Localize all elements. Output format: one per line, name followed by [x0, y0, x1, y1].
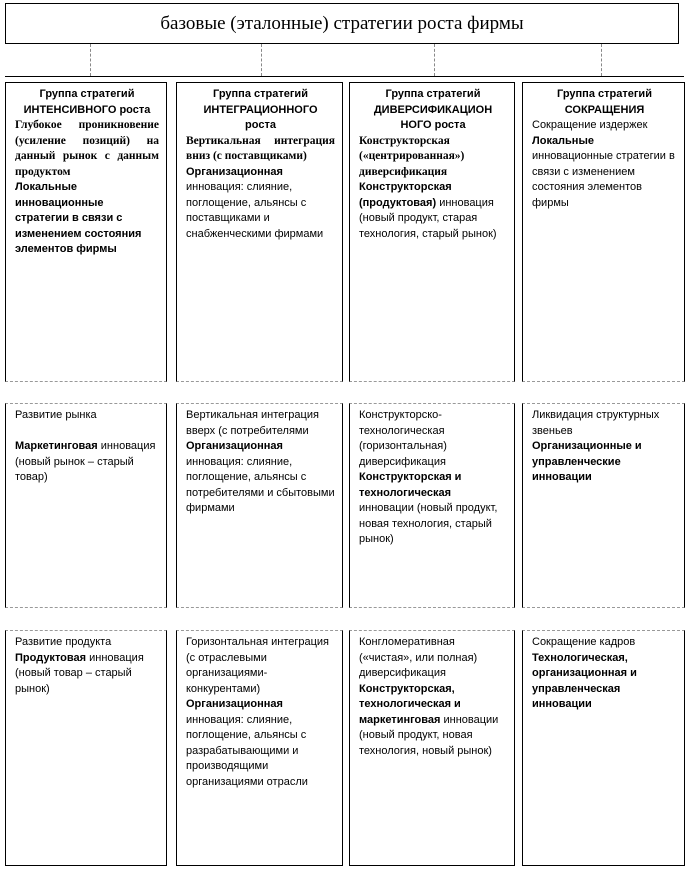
- strategy-text: [359, 635, 507, 682]
- strategy-text: [15, 651, 159, 698]
- strategy-phrase: Вертикальная интеграция вверх (с потребителями: [186, 409, 319, 437]
- strategy-text: [186, 439, 335, 517]
- innovation-description: инновация (новый продукт, старая технология, старый рынок): [359, 196, 497, 240]
- group-header-line: Группа стратегий: [385, 88, 481, 100]
- group-header-line: роста: [245, 119, 276, 131]
- connector-line: [434, 44, 435, 76]
- cell-diversification-1: [349, 82, 515, 382]
- connector-line: [261, 44, 262, 76]
- strategy-phrase: Конгломеративная («чистая», или полная) диверсификация: [359, 636, 478, 679]
- strategy-text: [359, 408, 507, 470]
- group-header-line: ИНТЕНСИВНОГО роста: [23, 103, 151, 116]
- strategy-text: [15, 439, 159, 486]
- group-header-line: Группа стратегий: [39, 88, 135, 100]
- connector-line: [601, 44, 602, 76]
- group-header-line: СОКРАЩЕНИЯ: [564, 103, 645, 116]
- strategy-phrase: Развитие рынка: [15, 409, 97, 421]
- strategy-text: [15, 635, 159, 651]
- strategy-phrase: Горизонтальная интеграция (с отраслевыми организациями-конкурентами): [186, 636, 329, 695]
- strategy-text: [186, 165, 335, 243]
- strategy-text: [15, 180, 159, 258]
- strategy-phrase: Конструкторско-технологическая (горизонтальная) диверсификация: [359, 409, 447, 468]
- horizontal-connector: [5, 76, 684, 77]
- strategy-text: [359, 180, 507, 242]
- strategy-text: [532, 651, 677, 713]
- strategy-phrase: Технологическая, организационная и управленческая инновации: [532, 651, 637, 710]
- strategy-text: [532, 439, 677, 486]
- strategy-phrase: Конструкторская, технологическая и маркетинговая: [359, 682, 461, 726]
- strategy-text: [186, 134, 335, 165]
- strategy-text: [186, 697, 335, 790]
- strategy-text: [532, 408, 677, 439]
- strategy-phrase: Конструкторская и технологическая: [359, 471, 462, 499]
- strategy-phrase: Сокращение кадров: [532, 636, 636, 648]
- strategy-text: [15, 408, 159, 424]
- cell-intensive-1: [5, 82, 167, 382]
- innovation-description: инновации (новый продукт, новая технология, старый рынок): [359, 502, 498, 545]
- strategy-text: [532, 118, 677, 134]
- cell-reduction-3: [522, 630, 685, 866]
- group-header-line: Группа стратегий: [213, 88, 308, 100]
- strategy-phrase: Глубокое проникновение (усиление позиций) на данный рынок с данным продуктом: [15, 119, 159, 178]
- innovation-description: инновационные стратегии в связи с изменением состояния элементов фирмы: [532, 150, 675, 209]
- strategy-text: [359, 134, 507, 181]
- strategy-phrase: Организационная: [186, 165, 283, 178]
- strategy-phrase: Организационные и управленческие инновации: [532, 440, 642, 483]
- group-header-line: НОГО роста: [400, 119, 466, 131]
- strategy-phrase: Ликвидация структурных звеньев: [532, 409, 660, 437]
- strategy-text: [15, 118, 159, 180]
- cell-intensive-3: [5, 630, 167, 866]
- strategy-phrase: Сокращение издержек: [532, 119, 648, 131]
- strategy-phrase: Продуктовая: [15, 651, 87, 664]
- strategy-phrase: Конструкторская (продуктовая): [359, 181, 452, 209]
- connector-line: [90, 44, 91, 76]
- strategy-phrase: Вертикальная интеграция вниз (с поставщиками): [186, 134, 335, 162]
- strategy-text: [359, 470, 507, 548]
- strategy-phrase: Маркетинговая: [15, 440, 98, 452]
- cell-diversification-3: [349, 630, 515, 866]
- innovation-description: инновация (новый товар – старый рынок): [15, 651, 144, 695]
- innovation-description: инновация: слияние, поглощение, альянсы с потребителями и сбытовыми фирмами: [186, 455, 335, 514]
- cell-reduction-1: [522, 82, 685, 382]
- cell-diversification-2: [349, 403, 515, 608]
- strategy-text: [532, 635, 677, 651]
- strategy-text: [359, 682, 507, 760]
- group-header-line: ДИВЕРСИФИКАЦИОН: [373, 103, 493, 116]
- diagram-title: базовые (эталонные) стратегии роста фирмы: [5, 3, 679, 44]
- cell-integration-2: [176, 403, 343, 608]
- strategy-phrase: Локальные инновационные стратегии в связи с изменением состояния элементов фирмы: [15, 181, 142, 255]
- strategy-phrase: Локальные: [532, 134, 594, 147]
- innovation-description: инновация: слияние, поглощение, альянсы с разрабатывающими и производящими организациями отрасли: [186, 713, 308, 788]
- innovation-description: инновации (новый продукт, новая технология, новый рынок): [359, 713, 499, 757]
- innovation-description: инновация (новый рынок – старый товар): [15, 440, 156, 483]
- strategy-phrase: Организационная: [186, 440, 283, 452]
- strategy-phrase: Развитие продукта: [15, 636, 112, 648]
- cell-reduction-2: [522, 403, 685, 608]
- cell-intensive-2: [5, 403, 167, 608]
- strategy-text: [15, 424, 159, 440]
- strategy-text: [532, 134, 677, 212]
- innovation-description: инновация: слияние, поглощение, альянсы с поставщиками и снабженческими фирмами: [186, 181, 324, 240]
- strategy-text: [186, 635, 335, 697]
- cell-integration-3: [176, 630, 343, 866]
- cell-integration-1: [176, 82, 343, 382]
- strategy-text: [186, 408, 335, 439]
- strategy-phrase: Организационная: [186, 698, 283, 710]
- group-header-line: ИНТЕГРАЦИОННОГО: [203, 103, 318, 116]
- group-header-line: Группа стратегий: [557, 88, 652, 100]
- strategy-phrase: Конструкторская («центрированная») диверсификация: [359, 134, 465, 178]
